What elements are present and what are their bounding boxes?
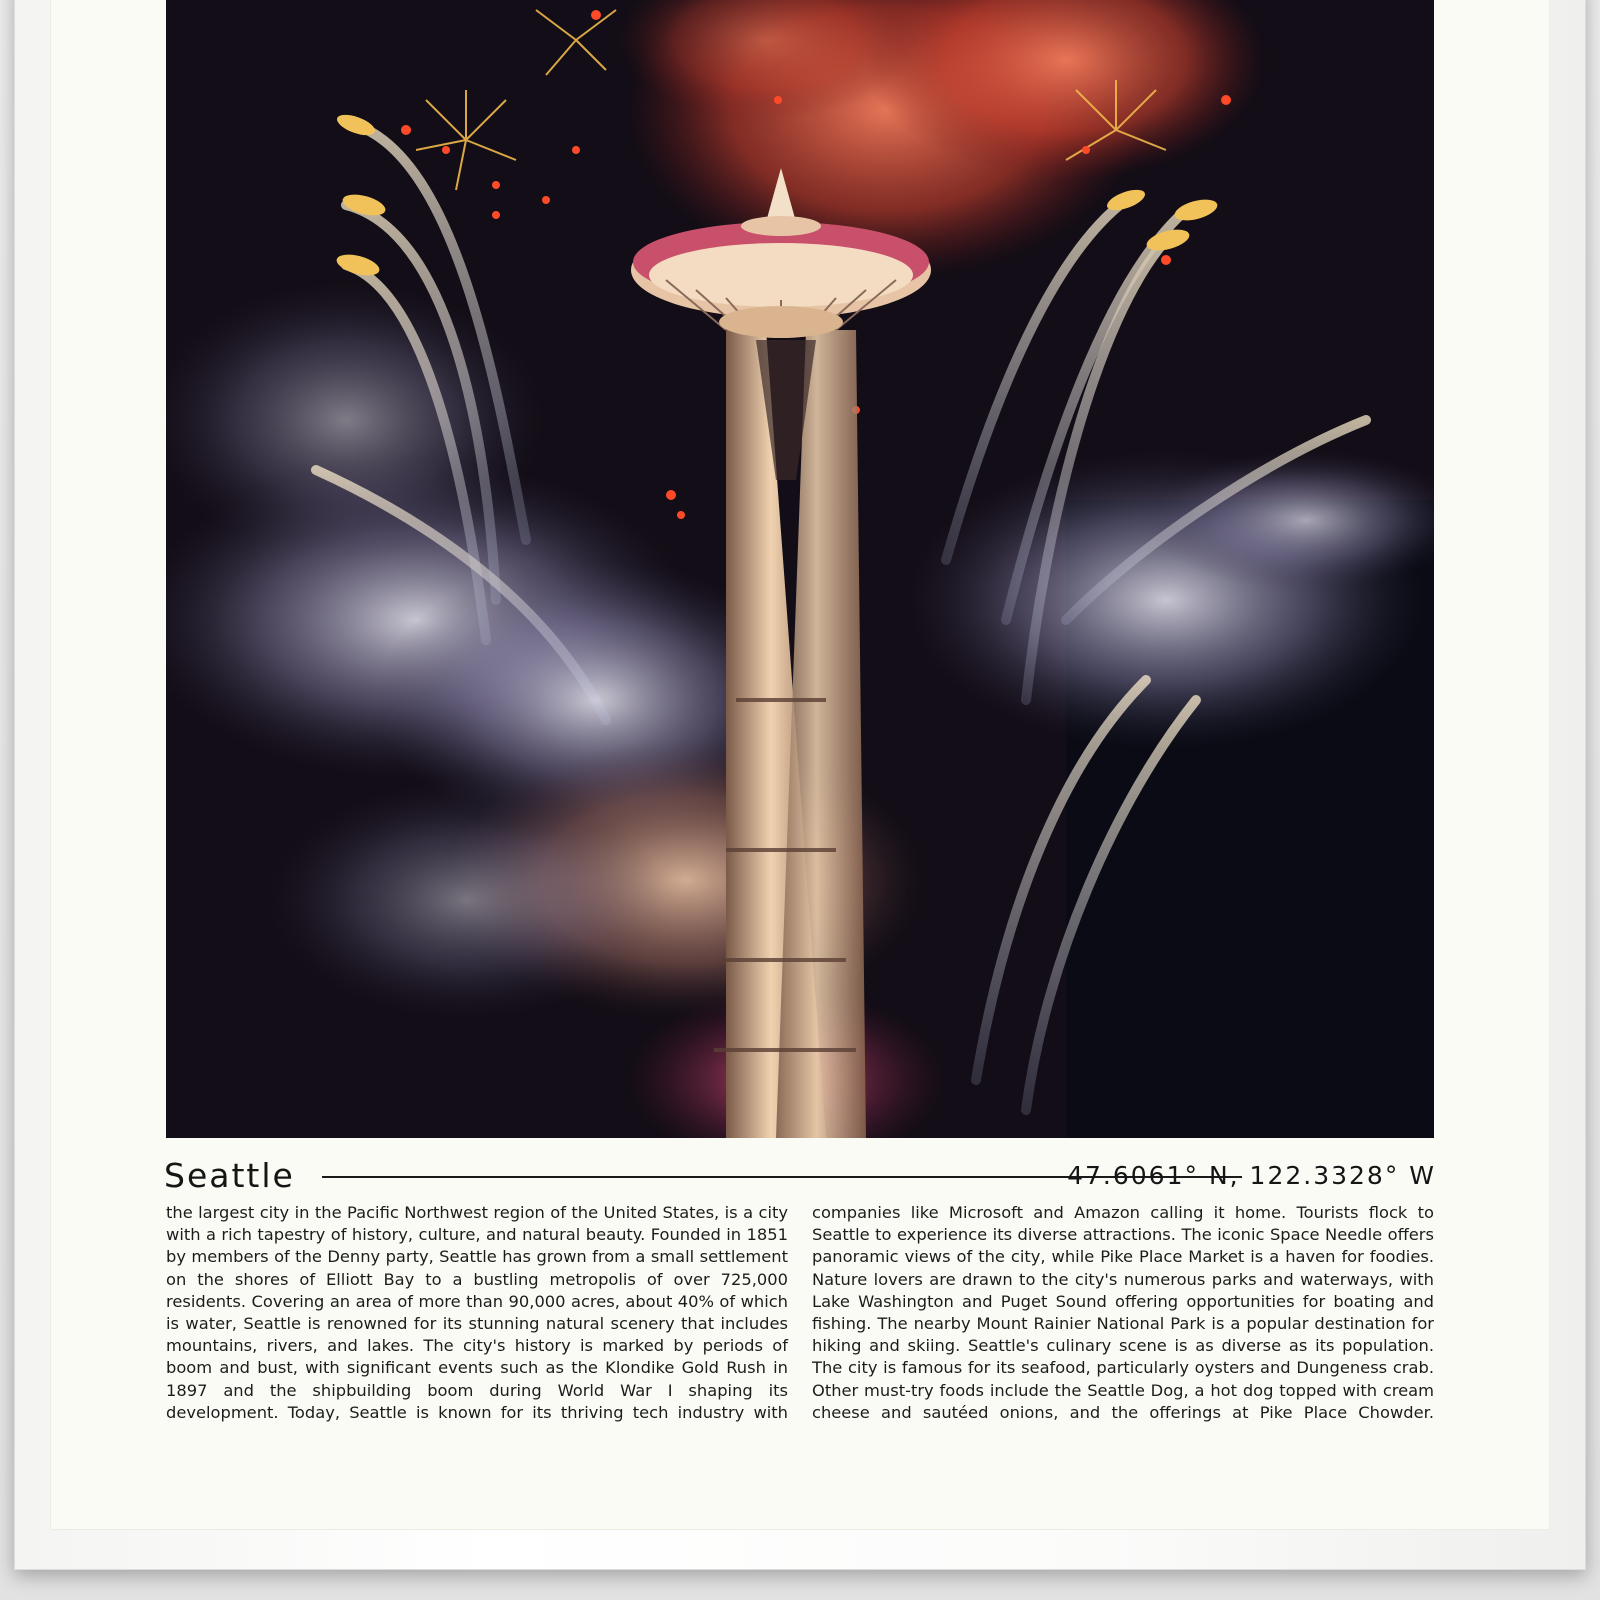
description-column-left: the largest city in the Pacific Northwest region of the United States, is a city with a rich tapestry of history, culture, and natural beauty. Founded in 1851 by members of the Denny party, Seattle has grown from a small settlement on the shores of Elliott Bay to a bustling metropolis of over 725,000 residents. Covering an area of more than 90,000 acres, about 40% of which is water, Seattle is renowned for its stunning natural scenery that includes mountains, rivers, and lakes. The city's history is marked by periods of boom and bust, with significant events such as the Klondike Gold Rush in 1897 and the shipbuilding boom during World War I shaping its development. Today, Seattle is known for its thriving tech industry with	[166, 1203, 788, 1422]
artwork	[166, 0, 1434, 1138]
title-row	[164, 1154, 1436, 1198]
city-coordinates: 47.6061° N, 122.3328° W	[1067, 1161, 1436, 1190]
city-title: Seattle	[164, 1156, 295, 1195]
space-needle-fireworks-icon	[166, 0, 1434, 1138]
description-column-right: companies like Microsoft and Amazon calling it home. Tourists flock to Seattle to experience its diverse attractions. The iconic Space Needle offers panoramic views of the city, while Pike Place Market is a haven for foodies. Nature lovers are drawn to the city's numerous parks and waterways, with Lake Washington and Puget Sound offering opportunities for boating and fishing. The nearby Mount Rainier National Park is a popular destination for hiking and skiing. Seattle's culinary scene is as diverse as its population. The city is famous for its seafood, particularly oysters and Dungeness crab. Other must-try foods include the Seattle Dog, a hot dog topped with cream cheese and sautéed onions, and the offerings at Pike Place Chowder.	[812, 1203, 1434, 1422]
